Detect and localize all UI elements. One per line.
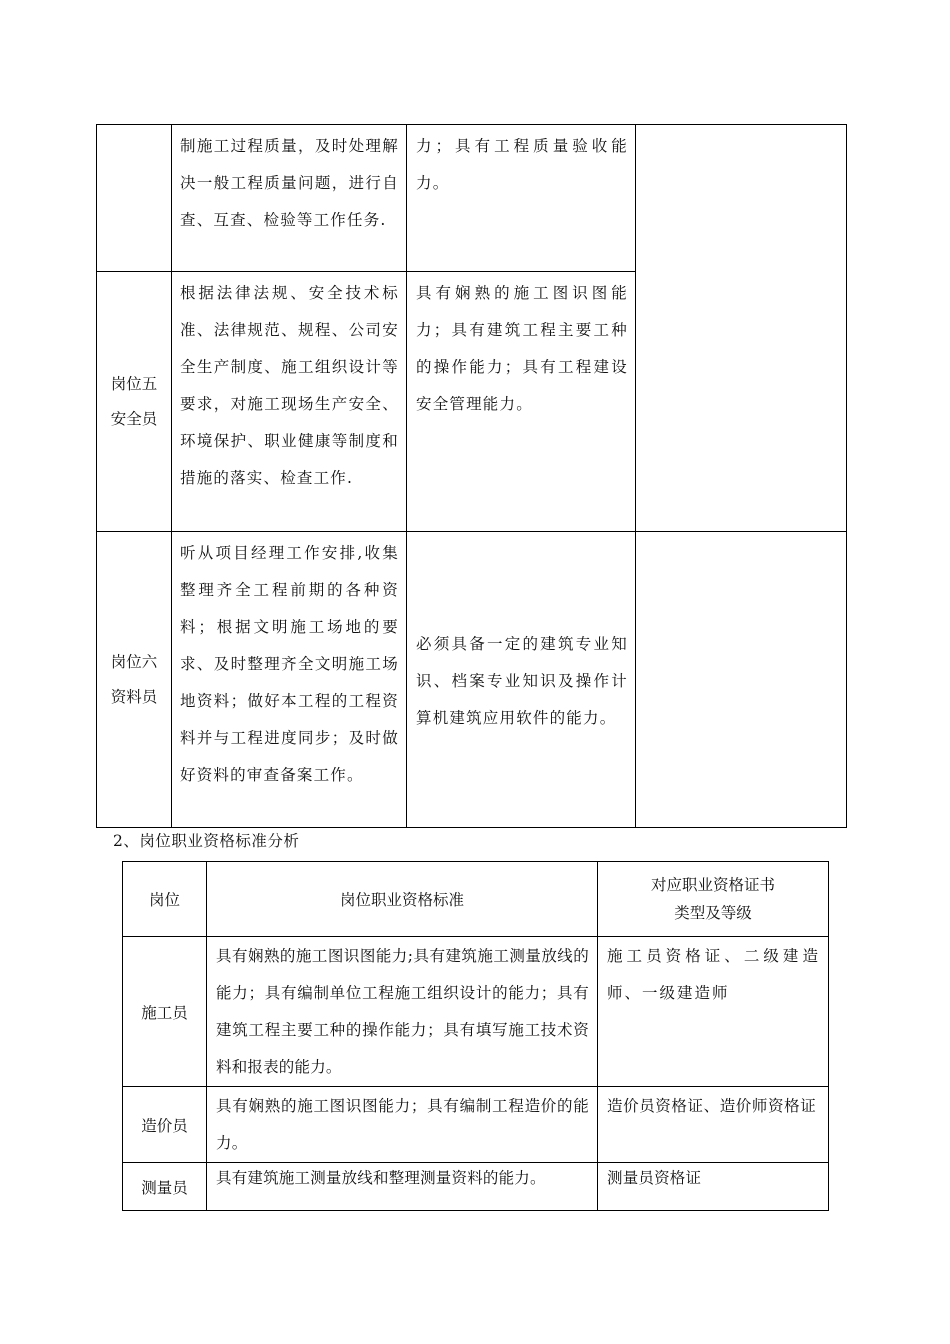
header-role: 岗位	[123, 862, 207, 937]
duties-text: 听从项目经理工作安排,收集整理齐全工程前期的各种资料；根据文明施工场地的要求、及时整理齐全文明施工场地资料；做好本工程的工程资料并与工程进度同步；及时做好资料的审查备案工作。	[180, 544, 399, 784]
standard-cell	[207, 1163, 598, 1211]
role-title: 岗位五	[110, 374, 158, 393]
table-row	[123, 1087, 829, 1163]
table-row	[97, 125, 847, 272]
abilities-text: 力；具有工程质量验收能力。	[416, 137, 628, 192]
certificate-text: 测量员资格证	[607, 1169, 702, 1187]
standard-text: 具有建筑施工测量放线和整理测量资料的能力。	[216, 1169, 546, 1187]
duties-cell	[172, 125, 407, 272]
extra-cell	[636, 125, 847, 532]
duties-text: 制施工过程质量，及时处理解决一般工程质量问题，进行自查、互查、检验等工作任务.	[180, 137, 399, 229]
header-certificate-line2: 类型及等级	[674, 904, 752, 922]
certificate-cell	[598, 1087, 829, 1163]
standard-text: 具有娴熟的施工图识图能力；具有编制工程造价的能力。	[216, 1097, 589, 1152]
role-cell: 造价员	[123, 1087, 207, 1163]
table-row	[97, 532, 847, 828]
header-certificate-line1: 对应职业资格证书	[650, 876, 775, 894]
table-header-row	[123, 862, 829, 937]
standard-cell	[207, 937, 598, 1087]
duties-cell	[172, 532, 407, 828]
abilities-cell	[407, 272, 636, 532]
certificate-text: 造价员资格证、造价师资格证	[607, 1097, 817, 1115]
certificate-text: 施工员资格证、二级建造师、一级建造师	[607, 947, 820, 1002]
job-duties-table	[96, 124, 847, 828]
table-row	[123, 1163, 829, 1211]
role-name: 安全员	[110, 409, 158, 428]
section-heading: 2、岗位职业资格标准分析	[113, 832, 300, 850]
certificate-cell	[598, 1163, 829, 1211]
role-name: 资料员	[110, 687, 158, 706]
abilities-text: 必须具备一定的建筑专业知识、档案专业知识及操作计算机建筑应用软件的能力。	[416, 634, 628, 727]
duties-cell	[172, 272, 407, 532]
qualification-standards-table	[122, 861, 829, 1211]
abilities-text: 具有娴熟的施工图识图能力；具有建筑工程主要工种的操作能力；具有工程建设安全管理能力。	[416, 284, 628, 413]
abilities-cell	[407, 532, 636, 828]
role-cell	[97, 272, 172, 532]
role-cell	[97, 532, 172, 828]
certificate-cell	[598, 937, 829, 1087]
header-certificate	[598, 862, 829, 937]
standard-cell	[207, 1087, 598, 1163]
role-cell	[97, 125, 172, 272]
role-cell: 施工员	[123, 937, 207, 1087]
abilities-cell	[407, 125, 636, 272]
table-row	[123, 937, 829, 1087]
duties-text: 根据法律法规、安全技术标准、法律规范、规程、公司安全生产制度、施工组织设计等要求，对施工现场生产安全、环境保护、职业健康等制度和措施的落实、检查工作.	[180, 284, 399, 487]
role-cell: 测量员	[123, 1163, 207, 1211]
standard-text: 具有娴熟的施工图识图能力;具有建筑施工测量放线的能力；具有编制单位工程施工组织设计的能力；具有建筑工程主要工种的操作能力；具有填写施工技术资料和报表的能力。	[216, 947, 589, 1076]
extra-cell	[636, 532, 847, 828]
header-standard: 岗位职业资格标准	[207, 862, 598, 937]
role-title: 岗位六	[110, 652, 158, 671]
